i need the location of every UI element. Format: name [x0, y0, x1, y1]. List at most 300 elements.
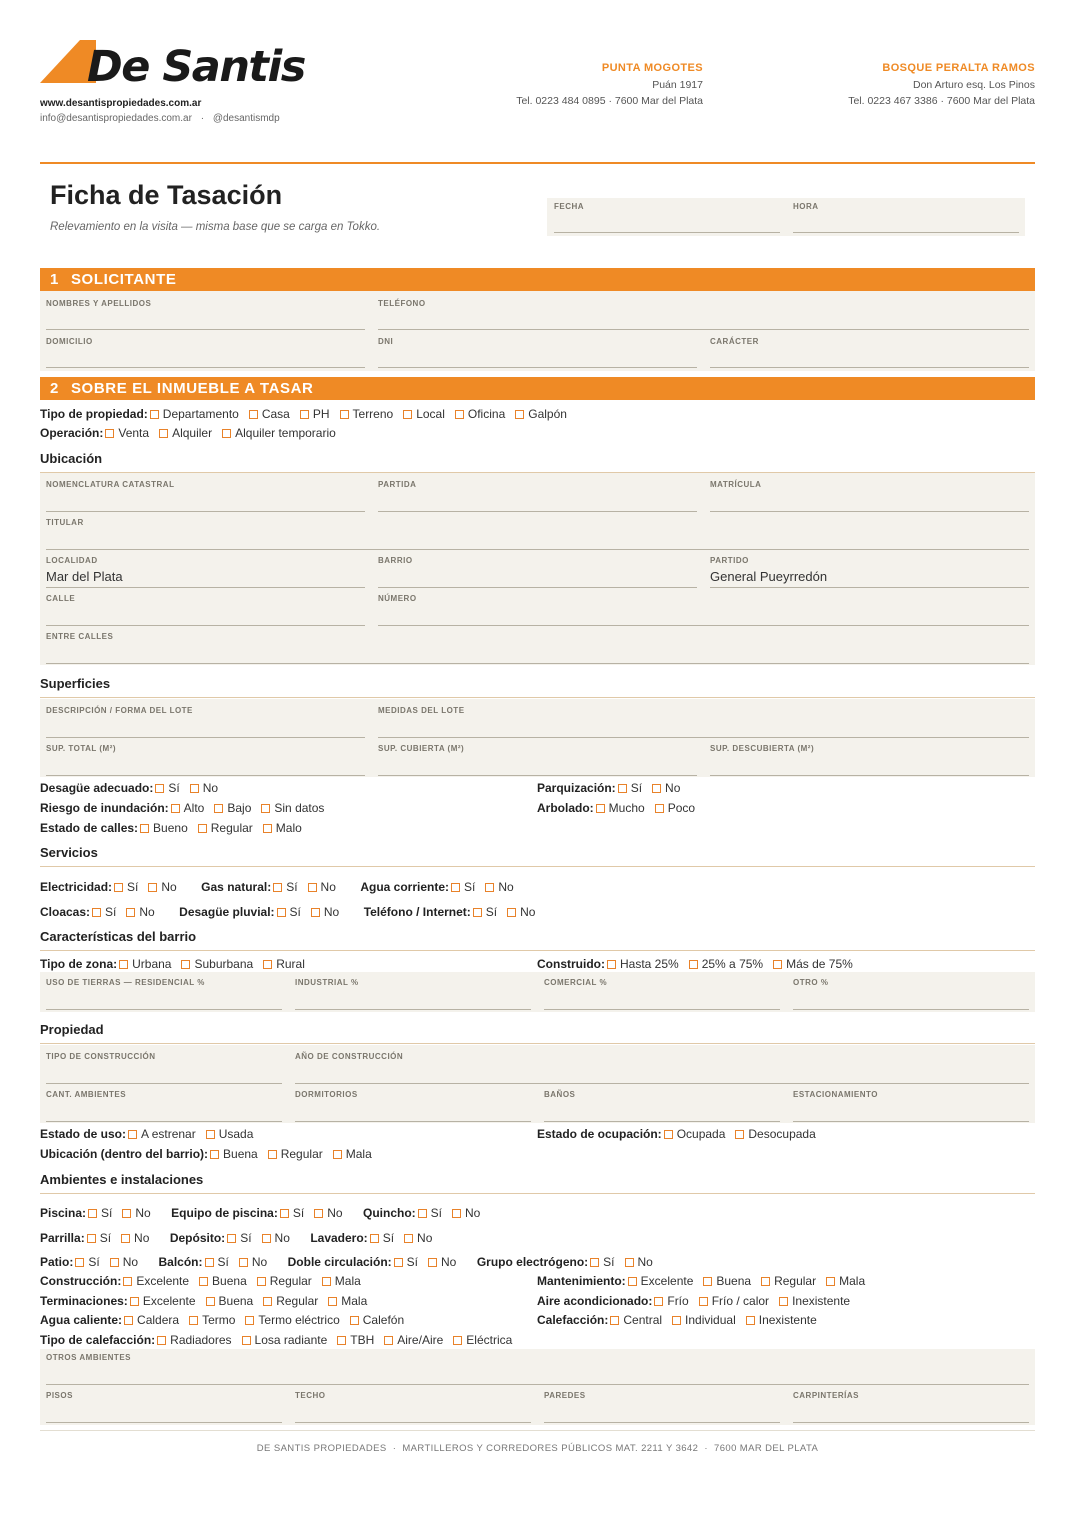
checkbox-option-caldera[interactable] — [124, 1313, 179, 1327]
checkbox-option-no[interactable] — [239, 1255, 267, 1269]
option-group-label: Ubicación (dentro del barrio): — [40, 1147, 209, 1161]
techo-field[interactable] — [295, 1422, 531, 1423]
carpinterias-label: CARPINTERÍAS — [793, 1391, 860, 1400]
checkbox[interactable] — [87, 1234, 96, 1243]
checkbox-option-galpon[interactable] — [515, 407, 567, 421]
checkbox[interactable] — [337, 1336, 346, 1345]
checkbox[interactable] — [328, 1297, 337, 1306]
comercial-field[interactable] — [544, 1009, 780, 1010]
checkbox[interactable] — [206, 1297, 215, 1306]
checkbox[interactable] — [655, 804, 664, 813]
checkbox-option-si[interactable] — [280, 1206, 304, 1220]
partido-field[interactable] — [710, 587, 1029, 588]
domicilio-label: DOMICILIO — [46, 337, 93, 346]
footer-rule — [40, 1430, 1035, 1431]
carpinterias-field[interactable] — [793, 1422, 1029, 1423]
checkbox[interactable] — [263, 960, 272, 969]
checkbox-option-inexistente[interactable] — [746, 1313, 817, 1327]
checkbox[interactable] — [628, 1277, 637, 1286]
checkbox-option-suburbana[interactable] — [181, 957, 253, 971]
checkbox-option-casa[interactable] — [249, 407, 290, 421]
checkbox-option-no[interactable] — [262, 1231, 290, 1245]
terminaciones-row — [40, 1292, 520, 1310]
checkbox[interactable] — [150, 410, 159, 419]
checkbox-option-buena[interactable] — [206, 1294, 254, 1308]
checkbox-label: Mucho — [608, 801, 645, 815]
checkbox-option-no[interactable] — [122, 1206, 150, 1220]
partida-field[interactable] — [378, 511, 697, 512]
checkbox-label: Alquiler temporario — [235, 426, 336, 440]
option-group-label: Parquización: — [537, 781, 616, 795]
checkbox-label: Frío — [667, 1294, 689, 1308]
option-group-label: Quincho: — [363, 1206, 416, 1220]
checkbox[interactable] — [121, 1234, 130, 1243]
checkbox[interactable] — [155, 784, 164, 793]
checkbox-option-si[interactable] — [590, 1255, 614, 1269]
checkbox-option-regular[interactable] — [257, 1274, 312, 1288]
checkbox[interactable] — [703, 1277, 712, 1286]
sup-total-field[interactable] — [46, 775, 365, 776]
checkbox[interactable] — [263, 824, 272, 833]
checkbox[interactable] — [300, 410, 309, 419]
checkbox-label: No — [122, 1255, 139, 1269]
checkbox[interactable] — [607, 960, 616, 969]
checkbox-option-a-estrenar[interactable] — [128, 1127, 196, 1141]
checkbox-option-individual[interactable] — [672, 1313, 736, 1327]
checkbox-option-25-a-75[interactable] — [689, 957, 763, 971]
checkbox-option-no[interactable] — [121, 1231, 149, 1245]
checkbox[interactable] — [618, 784, 627, 793]
checkbox-option-calefon[interactable] — [350, 1313, 404, 1327]
date-time-box — [547, 198, 1025, 236]
checkbox-option-si[interactable] — [618, 781, 642, 795]
checkbox[interactable] — [110, 1258, 119, 1267]
option-group-label: Desagüe pluvial: — [179, 905, 275, 919]
checkbox-option-no[interactable] — [485, 880, 513, 894]
pisos-field[interactable] — [46, 1422, 282, 1423]
checkbox-label: Aire/Aire — [397, 1333, 444, 1347]
email-link[interactable]: info@desantispropiedades.com.ar — [40, 113, 192, 124]
checkbox-option-electrica[interactable] — [453, 1333, 512, 1347]
checkbox-option-ocupada[interactable] — [664, 1127, 726, 1141]
checkbox-option-no[interactable] — [652, 781, 680, 795]
checkbox[interactable] — [239, 1258, 248, 1267]
checkbox-option-departamento[interactable] — [150, 407, 239, 421]
checkbox[interactable] — [105, 429, 114, 438]
checkbox[interactable] — [333, 1150, 342, 1159]
checkbox-option-si[interactable] — [75, 1255, 99, 1269]
servicios-rule — [40, 866, 1035, 867]
checkbox[interactable] — [314, 1209, 323, 1218]
checkbox-option-si[interactable] — [418, 1206, 442, 1220]
checkbox-label: Inexistente — [792, 1294, 851, 1308]
checkbox[interactable] — [689, 960, 698, 969]
checkbox[interactable] — [779, 1297, 788, 1306]
ambientes-row-1 — [40, 1204, 1035, 1222]
option-group-label: Gas natural: — [201, 880, 272, 894]
checkbox[interactable] — [210, 1150, 219, 1159]
checkbox[interactable] — [242, 1336, 251, 1345]
nombres-field[interactable] — [46, 329, 365, 330]
residencial-field[interactable] — [46, 1009, 282, 1010]
checkbox-label: Frío / calor — [711, 1294, 770, 1308]
checkbox-label: Regular — [774, 1274, 817, 1288]
checkbox-option-no[interactable] — [314, 1206, 342, 1220]
checkbox[interactable] — [205, 1258, 214, 1267]
checkbox-option-frio-calor[interactable] — [699, 1294, 769, 1308]
fecha-field[interactable] — [554, 232, 780, 233]
superficies-heading: Superficies — [40, 676, 111, 691]
numero-field[interactable] — [378, 625, 1029, 626]
checkbox-option-central[interactable] — [610, 1313, 662, 1327]
checkbox-option-bajo[interactable] — [214, 801, 251, 815]
localidad-value[interactable]: Mar del Plata — [46, 569, 123, 584]
sup-cubierta-field[interactable] — [378, 775, 697, 776]
checkbox[interactable] — [590, 1258, 599, 1267]
checkbox[interactable] — [699, 1297, 708, 1306]
checkbox-option-mala[interactable] — [826, 1274, 865, 1288]
checkbox[interactable] — [596, 804, 605, 813]
checkbox-option-no[interactable] — [625, 1255, 653, 1269]
checkbox[interactable] — [199, 1277, 208, 1286]
checkbox-option-bueno[interactable] — [140, 821, 188, 835]
checkbox-option-buena[interactable] — [199, 1274, 247, 1288]
checkbox-option-si[interactable] — [92, 905, 116, 919]
checkbox[interactable] — [263, 1297, 272, 1306]
checkbox-option-losa-radiante[interactable] — [242, 1333, 328, 1347]
checkbox-option-sin-datos[interactable] — [261, 801, 324, 815]
anio-construccion-field[interactable] — [295, 1083, 1029, 1084]
checkbox[interactable] — [227, 1234, 236, 1243]
checkbox[interactable] — [92, 908, 101, 917]
checkbox-option-termo-electrico[interactable] — [245, 1313, 339, 1327]
checkbox-option-malo[interactable] — [263, 821, 302, 835]
checkbox-option-terreno[interactable] — [340, 407, 394, 421]
checkbox-label: Sí — [168, 781, 180, 795]
checkbox-option-alquiler-temporario[interactable] — [222, 426, 336, 440]
checkbox[interactable] — [123, 1277, 132, 1286]
checkbox-option-si[interactable] — [451, 880, 475, 894]
checkbox[interactable] — [214, 804, 223, 813]
checkbox-option-urbana[interactable] — [119, 957, 171, 971]
checkbox[interactable] — [280, 1209, 289, 1218]
estacionamiento-field[interactable] — [793, 1121, 1029, 1122]
checkbox[interactable] — [249, 410, 258, 419]
tipo-construccion-label: TIPO DE CONSTRUCCIÓN — [46, 1052, 156, 1061]
checkbox-option-si[interactable] — [87, 1231, 111, 1245]
checkbox-option-regular[interactable] — [198, 821, 253, 835]
dormitorios-field[interactable] — [295, 1121, 531, 1122]
checkbox[interactable] — [370, 1234, 379, 1243]
checkbox-label: Sí — [101, 1206, 113, 1220]
localidad-field[interactable] — [46, 587, 365, 588]
checkbox[interactable] — [394, 1258, 403, 1267]
hora-field[interactable] — [793, 232, 1019, 233]
checkbox-option-no[interactable] — [428, 1255, 456, 1269]
checkbox-option-aire-aire[interactable] — [384, 1333, 443, 1347]
checkbox-option-inexistente[interactable] — [779, 1294, 850, 1308]
checkbox-option-excelente[interactable] — [123, 1274, 189, 1288]
checkbox-option-excelente[interactable] — [130, 1294, 196, 1308]
sup-descubierta-field[interactable] — [710, 775, 1029, 776]
banos-field[interactable] — [544, 1121, 780, 1122]
checkbox-label: Sí — [217, 1255, 229, 1269]
checkbox[interactable] — [507, 908, 516, 917]
checkbox[interactable] — [761, 1277, 770, 1286]
calle-field[interactable] — [46, 625, 365, 626]
checkbox-option-termo[interactable] — [189, 1313, 235, 1327]
checkbox[interactable] — [190, 784, 199, 793]
checkbox-label: Regular — [269, 1274, 312, 1288]
checkbox[interactable] — [451, 883, 460, 892]
checkbox[interactable] — [428, 1258, 437, 1267]
checkbox-option-regular[interactable] — [761, 1274, 816, 1288]
checkbox[interactable] — [654, 1297, 663, 1306]
construido-row — [537, 955, 1017, 973]
barrio-field[interactable] — [378, 587, 697, 588]
checkbox[interactable] — [485, 883, 494, 892]
otros-ambientes-field[interactable] — [46, 1384, 1029, 1385]
checkbox[interactable] — [171, 804, 180, 813]
checkbox[interactable] — [189, 1316, 198, 1325]
checkbox[interactable] — [114, 883, 123, 892]
checkbox[interactable] — [148, 883, 157, 892]
checkbox[interactable] — [245, 1316, 254, 1325]
checkbox-option-si[interactable] — [155, 781, 179, 795]
desague-row — [40, 779, 520, 797]
checkbox-option-excelente[interactable] — [628, 1274, 694, 1288]
checkbox[interactable] — [273, 883, 282, 892]
checkbox-option-desocupada[interactable] — [735, 1127, 815, 1141]
checkbox[interactable] — [222, 429, 231, 438]
footer-text: DE SANTIS PROPIEDADES · MARTILLEROS Y CORREDORES PÚBLICOS MAT. 2211 Y 3642 · 7600 MAR DEL PLATA — [256, 1443, 819, 1454]
checkbox-option-si[interactable] — [227, 1231, 251, 1245]
checkbox-option-ph[interactable] — [300, 407, 330, 421]
checkbox-label: Sí — [105, 905, 117, 919]
checkbox-label: Bajo — [227, 801, 252, 815]
option-group-label: Depósito: — [169, 1231, 226, 1245]
checkbox-label: Radiadores — [170, 1333, 232, 1347]
checkbox-option-no[interactable] — [126, 905, 154, 919]
checkbox[interactable] — [261, 804, 270, 813]
checkbox-option-si[interactable] — [370, 1231, 394, 1245]
checkbox[interactable] — [652, 784, 661, 793]
checkbox-label: No — [274, 1231, 290, 1245]
ambientes-rule — [40, 1193, 1035, 1194]
checkbox[interactable] — [404, 1234, 413, 1243]
checkbox-option-frio[interactable] — [654, 1294, 688, 1308]
website-link[interactable]: www.desantispropiedades.com.ar — [40, 98, 202, 109]
checkbox-option-venta[interactable] — [105, 426, 149, 440]
mantenimiento-row — [537, 1272, 1017, 1290]
checkbox-option-alto[interactable] — [171, 801, 205, 815]
checkbox-option-tbh[interactable] — [337, 1333, 374, 1347]
checkbox[interactable] — [75, 1258, 84, 1267]
checkbox[interactable] — [157, 1336, 166, 1345]
checkbox[interactable] — [126, 908, 135, 917]
checkbox[interactable] — [735, 1130, 744, 1139]
checkbox-option-buena[interactable] — [703, 1274, 751, 1288]
checkbox[interactable] — [455, 410, 464, 419]
checkbox[interactable] — [181, 960, 190, 969]
checkbox-label: Alto — [183, 801, 205, 815]
checkbox-label: Caldera — [137, 1313, 180, 1327]
checkbox[interactable] — [384, 1336, 393, 1345]
otro-field[interactable] — [793, 1009, 1029, 1010]
checkbox-option-si[interactable] — [273, 880, 297, 894]
checkbox[interactable] — [159, 429, 168, 438]
checkbox[interactable] — [610, 1316, 619, 1325]
option-group-label: Equipo de piscina: — [171, 1206, 278, 1220]
checkbox[interactable] — [340, 410, 349, 419]
checkbox-option-mala[interactable] — [328, 1294, 367, 1308]
sup-descubierta-label: SUP. DESCUBIERTA (M²) — [710, 744, 815, 753]
partido-value[interactable]: General Pueyrredón — [710, 569, 828, 584]
checkbox-option-usada[interactable] — [206, 1127, 254, 1141]
checkbox[interactable] — [88, 1209, 97, 1218]
cant-ambientes-field[interactable] — [46, 1121, 282, 1122]
checkbox[interactable] — [308, 883, 317, 892]
checkbox[interactable] — [826, 1277, 835, 1286]
checkbox[interactable] — [473, 908, 482, 917]
checkbox-option-radiadores[interactable] — [157, 1333, 231, 1347]
checkbox[interactable] — [206, 1130, 215, 1139]
checkbox-option-no[interactable] — [308, 880, 336, 894]
checkbox-option-alquiler[interactable] — [159, 426, 212, 440]
checkbox[interactable] — [130, 1297, 139, 1306]
checkbox-option-si[interactable] — [88, 1206, 112, 1220]
checkbox-option-mala[interactable] — [333, 1147, 372, 1161]
checkbox-label: Buena — [716, 1274, 752, 1288]
checkbox-label: Termo eléctrico — [258, 1313, 340, 1327]
checkbox-option-no[interactable] — [110, 1255, 138, 1269]
checkbox-option-si[interactable] — [394, 1255, 418, 1269]
option-group-label: Riesgo de inundación: — [40, 801, 169, 815]
checkbox-option-no[interactable] — [311, 905, 339, 919]
checkbox-label: Termo — [202, 1313, 236, 1327]
localidad-label: LOCALIDAD — [46, 556, 98, 565]
checkbox-option-mas-de-75[interactable] — [773, 957, 853, 971]
checkbox-label: Ocupada — [676, 1127, 726, 1141]
checkbox-option-si[interactable] — [114, 880, 138, 894]
checkbox-option-no[interactable] — [404, 1231, 432, 1245]
office-tel: Tel. 0223 467 3386 · 7600 Mar del Plata — [848, 95, 1035, 107]
checkbox-label: Casa — [261, 407, 290, 421]
checkbox-label: Poco — [667, 801, 696, 815]
checkbox-option-regular[interactable] — [263, 1294, 318, 1308]
checkbox-label: No — [520, 905, 536, 919]
checkbox[interactable] — [453, 1336, 462, 1345]
forma-lote-field[interactable] — [46, 737, 365, 738]
checkbox-label: No — [139, 905, 155, 919]
checkbox-option-si[interactable] — [277, 905, 301, 919]
domicilio-field[interactable] — [46, 367, 365, 368]
checkbox[interactable] — [311, 908, 320, 917]
checkbox[interactable] — [664, 1130, 673, 1139]
checkbox-label: No — [134, 1231, 150, 1245]
checkbox-option-oficina[interactable] — [455, 407, 505, 421]
checkbox-option-si[interactable] — [205, 1255, 229, 1269]
checkbox-label: Sin datos — [274, 801, 325, 815]
checkbox-label: 25% a 75% — [701, 957, 764, 971]
nomenclatura-field[interactable] — [46, 511, 365, 512]
checkbox-option-si[interactable] — [473, 905, 497, 919]
matricula-field[interactable] — [710, 511, 1029, 512]
logo — [40, 40, 330, 96]
partida-label: PARTIDA — [378, 480, 417, 489]
checkbox[interactable] — [350, 1316, 359, 1325]
barrio-label: BARRIO — [378, 556, 413, 565]
matricula-label: MATRÍCULA — [710, 480, 762, 489]
checkbox[interactable] — [672, 1316, 681, 1325]
checkbox-label: Mala — [341, 1294, 368, 1308]
checkbox[interactable] — [128, 1130, 137, 1139]
checkbox[interactable] — [122, 1209, 131, 1218]
checkbox-label: Sí — [406, 1255, 419, 1269]
checkbox-option-no[interactable] — [507, 905, 535, 919]
paredes-field[interactable] — [544, 1422, 780, 1423]
industrial-field[interactable] — [295, 1009, 531, 1010]
agua-caliente-row — [40, 1311, 520, 1329]
checkbox-label: Sí — [603, 1255, 615, 1269]
tipo-construccion-field[interactable] — [46, 1083, 282, 1084]
checkbox[interactable] — [198, 824, 207, 833]
checkbox-option-rural[interactable] — [263, 957, 305, 971]
checkbox-label: No — [202, 781, 219, 795]
checkbox-option-poco[interactable] — [655, 801, 695, 815]
checkbox-label: Venta — [118, 426, 150, 440]
checkbox-option-hasta-25[interactable] — [607, 957, 679, 971]
checkbox[interactable] — [119, 960, 128, 969]
checkbox-label: Buena — [223, 1147, 258, 1161]
caracter-field[interactable] — [710, 367, 1029, 368]
checkbox[interactable] — [746, 1316, 755, 1325]
checkbox-option-no[interactable] — [190, 781, 218, 795]
checkbox[interactable] — [773, 960, 782, 969]
checkbox-option-no[interactable] — [452, 1206, 480, 1220]
checkbox[interactable] — [403, 410, 412, 419]
checkbox-option-regular[interactable] — [268, 1147, 323, 1161]
checkbox[interactable] — [625, 1258, 634, 1267]
checkbox[interactable] — [268, 1150, 277, 1159]
partido-label: PARTIDO — [710, 556, 749, 565]
checkbox-option-local[interactable] — [403, 407, 445, 421]
medidas-lote-field[interactable] — [378, 737, 1029, 738]
checkbox-option-no[interactable] — [148, 880, 176, 894]
checkbox[interactable] — [452, 1209, 461, 1218]
office-punta-mogotes — [516, 60, 703, 110]
checkbox[interactable] — [257, 1277, 266, 1286]
titular-field[interactable] — [46, 549, 1029, 550]
checkbox[interactable] — [140, 824, 149, 833]
checkbox[interactable] — [515, 410, 524, 419]
social-handle[interactable]: @desantismdp — [212, 113, 280, 124]
telefono-field[interactable] — [378, 329, 1029, 330]
checkbox-option-buena[interactable] — [210, 1147, 258, 1161]
parquizacion-row — [537, 779, 1017, 797]
checkbox[interactable] — [124, 1316, 133, 1325]
entre-calles-field[interactable] — [46, 663, 1029, 664]
checkbox[interactable] — [418, 1209, 427, 1218]
option-group-label: Mantenimiento: — [537, 1274, 626, 1288]
ambientes-heading: Ambientes e instalaciones — [40, 1172, 204, 1187]
checkbox[interactable] — [277, 908, 286, 917]
checkbox[interactable] — [322, 1277, 331, 1286]
checkbox-option-mucho[interactable] — [596, 801, 645, 815]
checkbox[interactable] — [262, 1234, 271, 1243]
checkbox-option-mala[interactable] — [322, 1274, 361, 1288]
dni-field[interactable] — [378, 367, 697, 368]
